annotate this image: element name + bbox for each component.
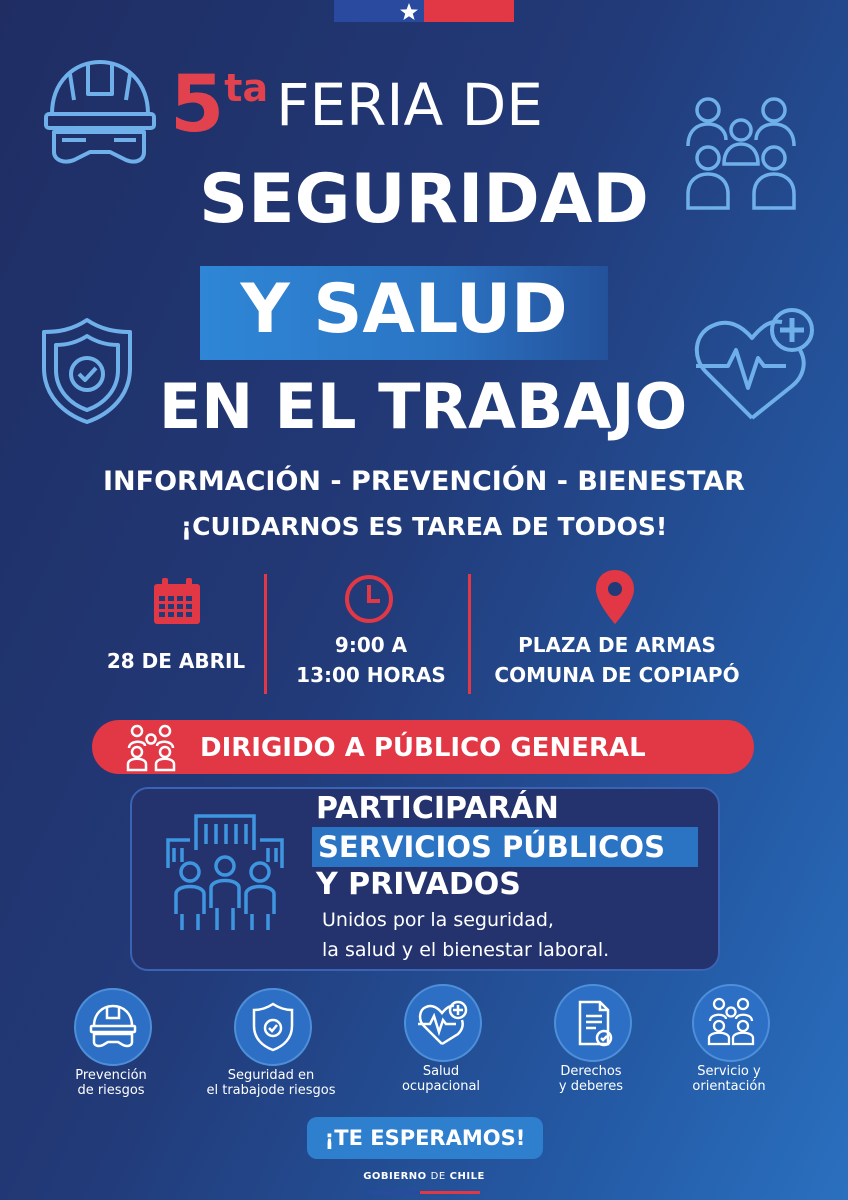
clock-icon — [342, 572, 396, 626]
institutions-people-icon — [160, 810, 290, 934]
participants-desc-line-1: Unidos por la seguridad, — [322, 909, 554, 931]
title-line-1 — [170, 60, 670, 150]
event-time-start: 9:00 A — [334, 633, 408, 657]
info-divider-1 — [264, 574, 267, 694]
shield-check-icon — [236, 990, 310, 1064]
topic-label-line-2: y deberes — [558, 1079, 624, 1094]
topic-label-line-1: Seguridad en — [227, 1068, 315, 1083]
topic-label-line-2: de riesgos — [77, 1083, 145, 1098]
topic-salud — [404, 984, 482, 1062]
tagline: ¡CUIDARNOS ES TAREA DE TODOS! — [180, 512, 668, 541]
calendar-icon — [150, 574, 204, 628]
edition-number: 5 — [170, 60, 225, 150]
helmet-goggles-icon — [40, 52, 158, 170]
event-time-end: 13:00 HORAS — [296, 663, 446, 687]
participants-private: Y PRIVADOS — [316, 867, 521, 902]
topic-seguridad — [234, 988, 312, 1066]
topic-derechos — [554, 984, 632, 1062]
topic-label-seguridad — [201, 1068, 341, 1098]
event-date: 28 DE ABRIL — [106, 649, 246, 673]
title-salud: Y SALUD — [240, 270, 568, 349]
event-place — [490, 630, 744, 690]
topic-label-line-1: Salud — [422, 1064, 460, 1079]
people-group-icon — [682, 94, 802, 214]
participants-title: PARTICIPARÁN — [316, 791, 559, 826]
info-divider-2 — [468, 574, 471, 694]
helmet-icon — [76, 990, 150, 1064]
participants-description — [322, 905, 609, 965]
location-pin-icon — [594, 568, 636, 626]
gobierno-word: GOBIERNO — [363, 1171, 427, 1182]
document-check-icon — [556, 986, 630, 1060]
event-place-name: PLAZA DE ARMAS — [518, 633, 716, 657]
participants-desc-line-2: la salud y el bienestar laboral. — [322, 939, 610, 961]
topic-label-derechos — [521, 1064, 661, 1094]
chile-word: CHILE — [449, 1171, 485, 1182]
flag-red-field — [424, 0, 514, 22]
title-trabajo: EN EL TRABAJO — [158, 370, 688, 443]
topic-label-salud — [371, 1064, 511, 1094]
title-seguridad: SEGURIDAD — [199, 160, 649, 239]
de-word: DE — [430, 1171, 446, 1182]
edition-superscript: ta — [224, 66, 269, 110]
flag-blue-field — [334, 0, 424, 22]
topic-label-line-2: orientación — [692, 1079, 766, 1094]
flag-star-icon — [334, 0, 424, 22]
shield-check-icon — [38, 316, 136, 426]
topic-label-line-1: Prevención — [75, 1068, 147, 1083]
gobierno-de-chile-logo — [360, 1171, 488, 1182]
te-esperamos-badge: ¡TE ESPERAMOS! — [307, 1117, 543, 1159]
footer-line-blue — [370, 1191, 420, 1194]
event-time — [286, 630, 456, 690]
footer-line-red — [420, 1191, 480, 1194]
audience-group-icon — [126, 724, 176, 772]
group-icon — [694, 986, 768, 1060]
topic-label-line-2: el trabajode riesgos — [206, 1083, 336, 1098]
heart-health-icon — [690, 306, 818, 422]
topic-label-servicio — [659, 1064, 799, 1094]
topic-label-prevencion — [41, 1068, 181, 1098]
topic-prevencion — [74, 988, 152, 1066]
subtitle: INFORMACIÓN - PREVENCIÓN - BIENESTAR — [103, 466, 745, 497]
participants-services: SERVICIOS PÚBLICOS — [318, 830, 665, 864]
topic-label-line-1: Servicio y — [697, 1064, 761, 1079]
audience-label: DIRIGIDO A PÚBLICO GENERAL — [200, 733, 646, 763]
chile-flag — [334, 0, 514, 22]
heart-health-icon — [406, 986, 480, 1060]
topic-label-line-1: Derechos — [560, 1064, 622, 1079]
topic-servicio — [692, 984, 770, 1062]
event-place-commune: COMUNA DE COPIAPÓ — [494, 663, 740, 687]
title-feria: FERIA DE — [276, 71, 543, 139]
topic-label-line-2: ocupacional — [401, 1079, 481, 1094]
